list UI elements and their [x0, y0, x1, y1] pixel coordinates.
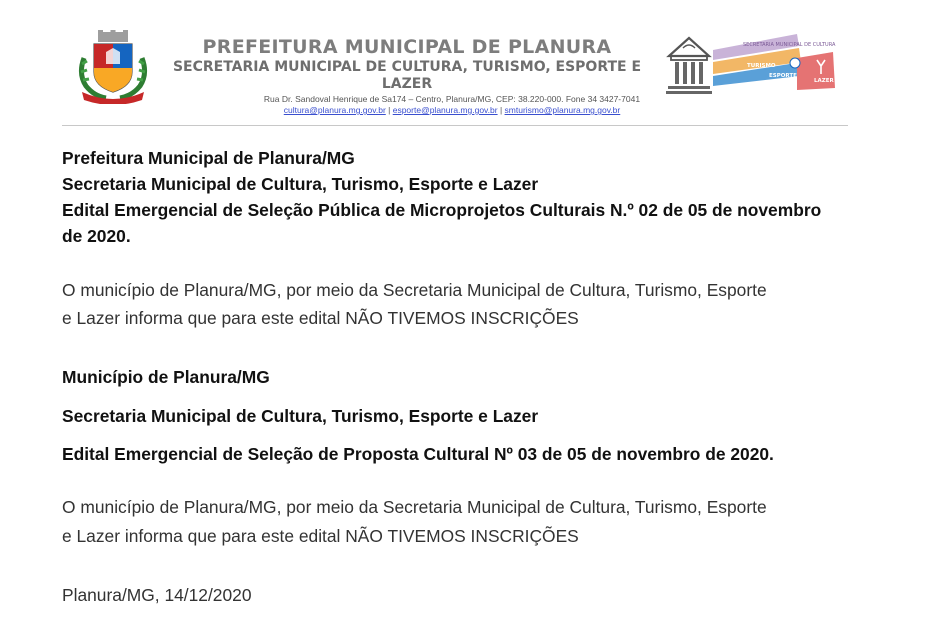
section2-heading-line2: Secretaria Municipal de Cultura, Turismo, Esporte e Lazer: [62, 406, 539, 426]
logo-text-culture: SECRETARIA MUNICIPAL DE CULTURA: [743, 42, 836, 48]
signature-date: Planura/MG, 14/12/2020: [62, 585, 252, 605]
section2-heading-line3: Edital Emergencial de Seleção de Proposta Cultural Nº 03 de 05 de novembro de 2020.: [62, 444, 774, 464]
section2-body-line1: O município de Planura/MG, por meio da Secretaria Municipal de Cultura, Turismo, Esporte: [62, 497, 767, 517]
secretaria-logo: [665, 30, 837, 100]
section2-heading-line1: Município de Planura/MG: [62, 367, 270, 387]
header-divider: [62, 125, 848, 126]
section2-body-line2: e Lazer informa que para este edital NÃO TIVEMOS INSCRIÇÕES: [62, 526, 579, 546]
coat-of-arms-logo: [76, 28, 150, 104]
letterhead-text: [156, 36, 658, 115]
section1-body-line1: O município de Planura/MG, por meio da Secretaria Municipal de Cultura, Turismo, Esporte: [62, 280, 767, 300]
letterhead-title: PREFEITURA MUNICIPAL DE PLANURA: [202, 36, 612, 58]
letterhead-subtitle: SECRETARIA MUNICIPAL DE CULTURA, TURISMO, ESPORTE E LAZER: [172, 59, 642, 92]
email-separator: |: [385, 105, 393, 115]
logo-text-tourism: TURISMO: [747, 63, 776, 69]
email-link-culture[interactable]: cultura@planura.mg.gov.br: [283, 105, 386, 115]
section1-heading-line1: Prefeitura Municipal de Planura/MG: [62, 148, 355, 168]
section1-heading-line4: de 2020.: [62, 226, 131, 246]
email-link-tourism[interactable]: smturismo@planura.mg.gov.br: [504, 105, 621, 115]
section1-body-line2: e Lazer informa que para este edital NÃO TIVEMOS INSCRIÇÕES: [62, 308, 579, 328]
letterhead-emails: [156, 105, 658, 115]
email-link-sport[interactable]: esporte@planura.mg.gov.br: [392, 105, 498, 115]
logo-text-leisure: LAZER: [814, 78, 834, 84]
section1-heading-line2: Secretaria Municipal de Cultura, Turismo, Esporte e Lazer: [62, 174, 539, 194]
section1-heading-line3: Edital Emergencial de Seleção Pública de Microprojetos Culturais N.º 02 de 05 de novembro: [62, 200, 822, 220]
letterhead-address: Rua Dr. Sandoval Henrique de Sa174 – Centro, Planura/MG, CEP: 38.220-000. Fone 34 3427-7041: [263, 94, 641, 104]
logo-text-sport: ESPORTE: [769, 73, 797, 79]
email-separator: |: [497, 105, 505, 115]
